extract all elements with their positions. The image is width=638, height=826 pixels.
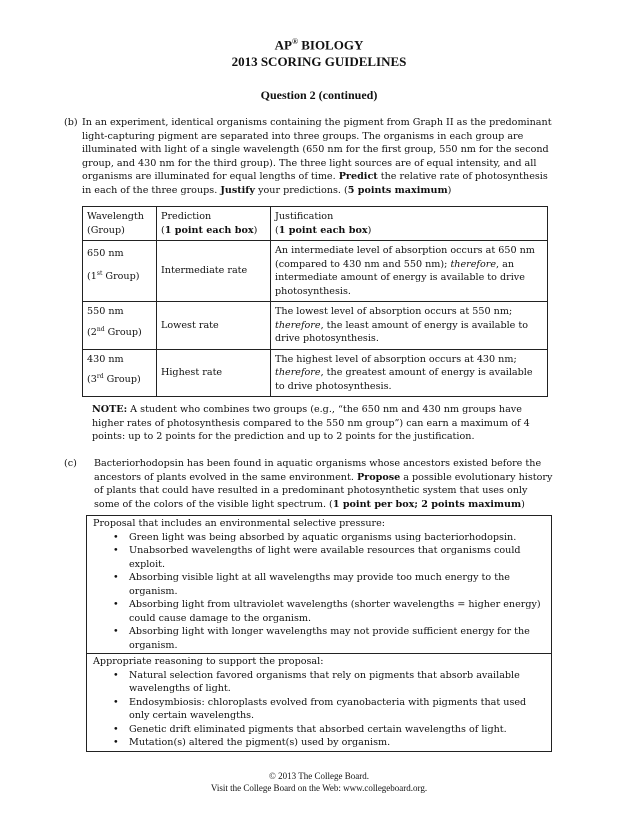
paren-open: ( [275,224,279,236]
justification-text: An intermediate level of absorption occurs at 650 nm (compared to 430 nm and 550 nm); [275,245,535,270]
prediction-cell: Lowest rate [157,302,271,350]
group-label [87,370,141,387]
part-b-intro: In an experiment, identical organisms containing the pigment from Graph II as the predominant light-capturing pigment are separated into three groups. The organisms in each group are illuminated with light of a single wavelength (650 nm for the first group, 550 nm for the second group, and 430 nm for the third group). The three light sources are of equal intensity, and all organisms are illuminated for equal lengths of time. [82,117,552,182]
registered-mark: ® [291,37,298,46]
part-c-intro: Bacteriorhodopsin has been found in aquatic organisms whose ancestors existed before the ancestors of plants evolved in the same environment. [94,458,542,483]
scoring-table [82,206,548,397]
list-item: • Natural selection favored organisms that rely on pigments that absorb available wavelengths of light. [129,669,547,696]
footer-website: Visit the College Board on the Web: www.collegeboard.org. [210,783,428,793]
justification-cell [271,302,548,350]
table-row [83,349,548,397]
part-c-prompt [94,457,554,511]
group-label [87,323,142,340]
reasoning-section [87,653,551,751]
header-justification-line1: Justification [275,211,334,222]
list-item: • Unabsorbed wavelengths of light were available resources that organisms could exploit. [129,544,547,571]
group-suffix: Group) [104,326,142,338]
paren-open: ( [161,224,165,236]
propose-keyword: Propose [356,471,401,483]
group-label [87,267,140,284]
table-row [83,241,548,302]
justification-text: The lowest level of absorption occurs at 550 nm; [275,306,513,317]
part-c-close: ) [521,498,525,510]
justification-text-end: , the least amount of energy is available to drive photosynthesis. [275,319,529,344]
header-wavelength-line1: Wavelength [87,211,144,222]
question-heading: Question 2 (continued) [260,88,378,102]
paren-close: ) [253,224,258,236]
proposal-list [93,531,547,653]
wavelength-value: 430 nm [87,353,124,365]
proposal-section [87,516,551,653]
justification-text: The highest level of absorption occurs at 430 nm; [275,353,517,365]
part-b-tail: your predictions. ( [255,184,348,196]
prediction-cell: Highest rate [157,349,271,397]
part-c-mid: a possible evolutionary history of plants that could have resulted in a predominant photosynthetic system that uses only some of the colors of the visible light spectrum. ( [94,471,553,510]
list-item: • Absorbing visible light at all wavelengths may provide too much energy to the organism. [129,571,547,598]
justification-emphasis: therefore [275,367,321,378]
list-item: • Absorbing light with longer wavelengths may not provide sufficient energy for the organism. [129,625,547,652]
justification-text-end: , the greatest amount of energy is available to drive photosynthesis. [275,367,533,392]
wavelength-cell [83,349,157,397]
header-prediction-points: 1 point each box [164,224,254,236]
proposal-section-title: Proposal that includes an environmental selective pressure: [93,518,386,529]
table-row [83,302,548,350]
table-header-row [83,207,548,241]
prediction-cell: Intermediate rate [157,241,271,302]
paren-close: ) [367,224,372,236]
list-item: • Genetic drift eliminated pigments that absorbed certain wavelengths of light. [129,723,547,737]
header-wavelength-line2: (Group) [87,224,125,236]
part-b-points: 5 points maximum [347,184,448,196]
wavelength-value: 550 nm [87,306,124,317]
part-b-close: ) [447,184,452,196]
scoring-box [86,515,552,752]
group-number: (2 [87,326,97,338]
part-b-mid: the relative rate of photosynthesis in each of the three groups. [82,171,548,196]
justification-emphasis: therefore [450,258,497,270]
list-item: • Absorbing light from ultraviolet wavelengths (shorter wavelengths = higher energy) could cause damage to the organism. [129,598,547,625]
predict-keyword: Predict [338,171,378,182]
title-rest: BIOLOGY [297,37,364,53]
page-title [0,37,638,53]
title-ap: AP [274,37,292,53]
list-item: • Endosymbiosis: chloroplasts evolved from cyanobacteria with pigments that used only certain wavelengths. [129,696,547,723]
header-justification [271,207,548,241]
list-item: • Mutation(s) altered the pigment(s) used by organism. [129,736,547,750]
group-number: (1 [87,270,97,282]
part-c-label: (c) [64,458,77,469]
justification-text-end: , an intermediate amount of energy is available to drive photosynthesis. [275,258,525,297]
note-label: NOTE: [92,404,128,415]
group-ordinal: nd [96,325,105,333]
footer-copyright: © 2013 The College Board. [269,771,369,781]
part-b-prompt [82,116,554,197]
header-prediction [157,207,271,241]
group-number: (3 [87,374,97,386]
part-b-label: (b) [64,117,78,128]
group-ordinal: rd [96,373,104,380]
note-text: A student who combines two groups (e.g., “the 650 nm and 430 nm groups have higher rates of photosynthesis compared to the 550 nm group”) can earn a maximum of 4 points: up to 2 points for the prediction and up to 2 points for the justification. [92,404,530,442]
justify-keyword: Justify [220,184,256,196]
wavelength-value: 650 nm [87,248,124,259]
group-ordinal: st [96,269,103,277]
reasoning-list [93,669,547,750]
group-suffix: Group) [102,270,140,282]
note-paragraph [92,403,550,444]
list-item: • Green light was being absorbed by aquatic organisms using bacteriorhodopsin. [129,531,547,545]
reasoning-section-title: Appropriate reasoning to support the proposal: [93,656,324,667]
header-wavelength [83,207,157,241]
header-prediction-line1: Prediction [161,211,212,222]
header-justification-points: 1 point each box [278,224,368,236]
wavelength-cell [83,241,157,302]
page-subtitle: 2013 SCORING GUIDELINES [231,54,407,69]
group-suffix: Group) [103,374,141,386]
justification-cell [271,241,548,302]
justification-emphasis: therefore [275,319,321,331]
justification-cell [271,349,548,397]
part-c-points: 1 point per box; 2 points maximum [332,498,522,510]
wavelength-cell [83,302,157,350]
